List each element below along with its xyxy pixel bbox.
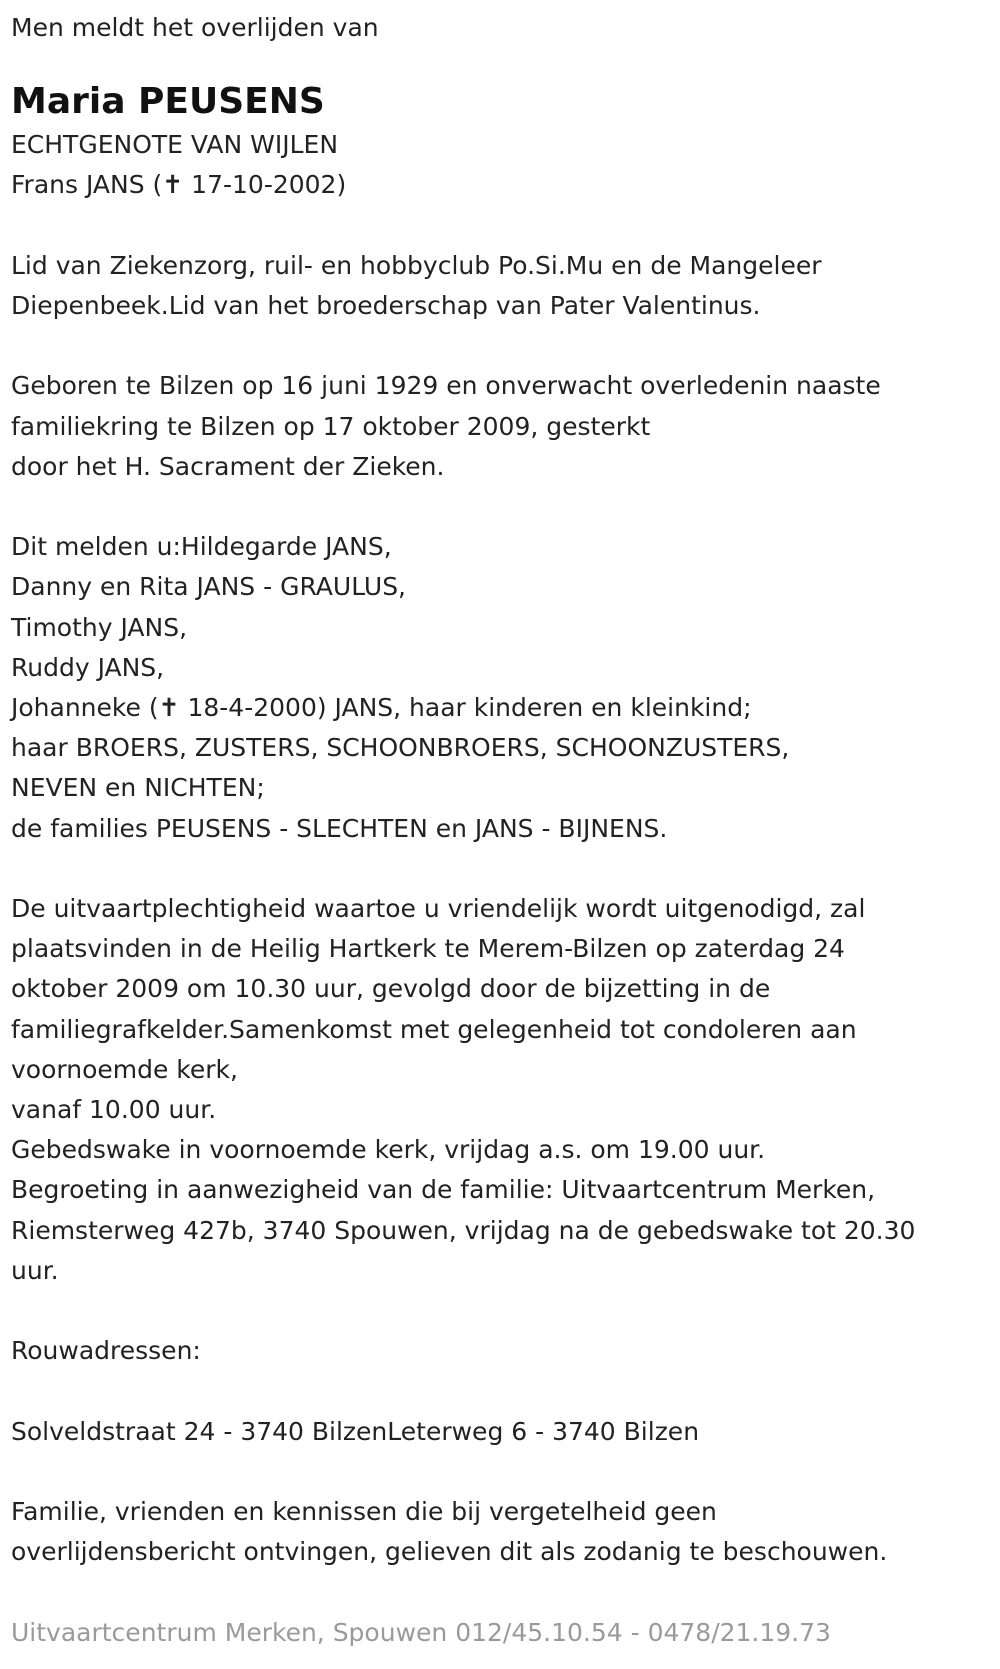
text-line: Geboren te Bilzen op 16 juni 1929 en onverwacht overledenin naaste (11, 371, 881, 401)
text-line: Lid van Ziekenzorg, ruil- en hobbyclub Po.Si.Mu en de Mangeleer (11, 250, 822, 280)
text-line: overlijdensbericht ontvingen, gelieven dit als zodanig te beschouwen. (11, 1537, 888, 1567)
text-line: Ruddy JANS, (11, 652, 165, 682)
text-line: familiekring te Bilzen op 17 oktober 2009, gesterkt (11, 411, 651, 441)
text-line: NEVEN en NICHTEN; (11, 773, 265, 803)
text-line: haar BROERS, ZUSTERS, SCHOONBROERS, SCHOONZUSTERS, (11, 733, 790, 763)
addresses-label: Rouwadressen: (11, 1336, 201, 1366)
text-line: Johanneke (✝ 18-4-2000) JANS, haar kinderen en kleinkind; (11, 693, 752, 722)
text-line: voornoemde kerk, (11, 1054, 238, 1084)
spouse-title: ECHTGENOTE VAN WIJLEN (11, 130, 339, 160)
text-line: plaatsvinden in de Heilig Hartkerk te Merem-Bilzen op zaterdag 24 (11, 934, 845, 964)
birth-death-paragraph (11, 366, 990, 487)
text-line: Dit melden u:Hildegarde JANS, (11, 532, 392, 562)
text-line: Diepenbeek.Lid van het broederschap van Pater Valentinus. (11, 291, 761, 320)
closing-paragraph (11, 1492, 990, 1572)
addresses: Solveldstraat 24 - 3740 BilzenLeterweg 6 - 3740 Bilzen (11, 1416, 700, 1446)
text-line: Familie, vrienden en kennissen die bij vergetelheid geen (11, 1497, 717, 1526)
text-line: door het H. Sacrament der Zieken. (11, 451, 445, 481)
text-line: familiegrafkelder.Samenkomst met gelegenheid tot condoleren aan (11, 1014, 857, 1044)
text-line: oktober 2009 om 10.30 uur, gevolgd door de bijzetting in de (11, 974, 771, 1004)
membership-paragraph (11, 246, 990, 326)
text-line: Begroeting in aanwezigheid van de familie: Uitvaartcentrum Merken, (11, 1175, 876, 1205)
ceremony-paragraph (11, 889, 990, 1291)
text-line: Riemsterweg 427b, 3740 Spouwen, vrijdag na de gebedswake tot 20.30 (11, 1215, 916, 1245)
spouse-name: Frans JANS (✝ 17-10-2002) (11, 170, 347, 200)
text-line: de families PEUSENS - SLECHTEN en JANS - BIJNENS. (11, 813, 668, 843)
intro-text: Men meldt het overlijden van (11, 13, 379, 42)
text-line: vanaf 10.00 uur. (11, 1095, 217, 1125)
text-line: uur. (11, 1255, 59, 1285)
announcers-paragraph (11, 527, 990, 849)
text-line: De uitvaartplechtigheid waartoe u vriendelijk wordt uitgenodigd, zal (11, 894, 866, 923)
text-line: Timothy JANS, (11, 612, 188, 642)
deceased-name: Maria PEUSENS (11, 81, 325, 123)
text-line: Danny en Rita JANS - GRAULUS, (11, 572, 407, 602)
text-line: Gebedswake in voornoemde kerk, vrijdag a.s. om 19.00 uur. (11, 1135, 766, 1165)
funeral-home-footer: Uitvaartcentrum Merken, Spouwen 012/45.10.54 - 0478/21.19.73 (11, 1617, 831, 1647)
